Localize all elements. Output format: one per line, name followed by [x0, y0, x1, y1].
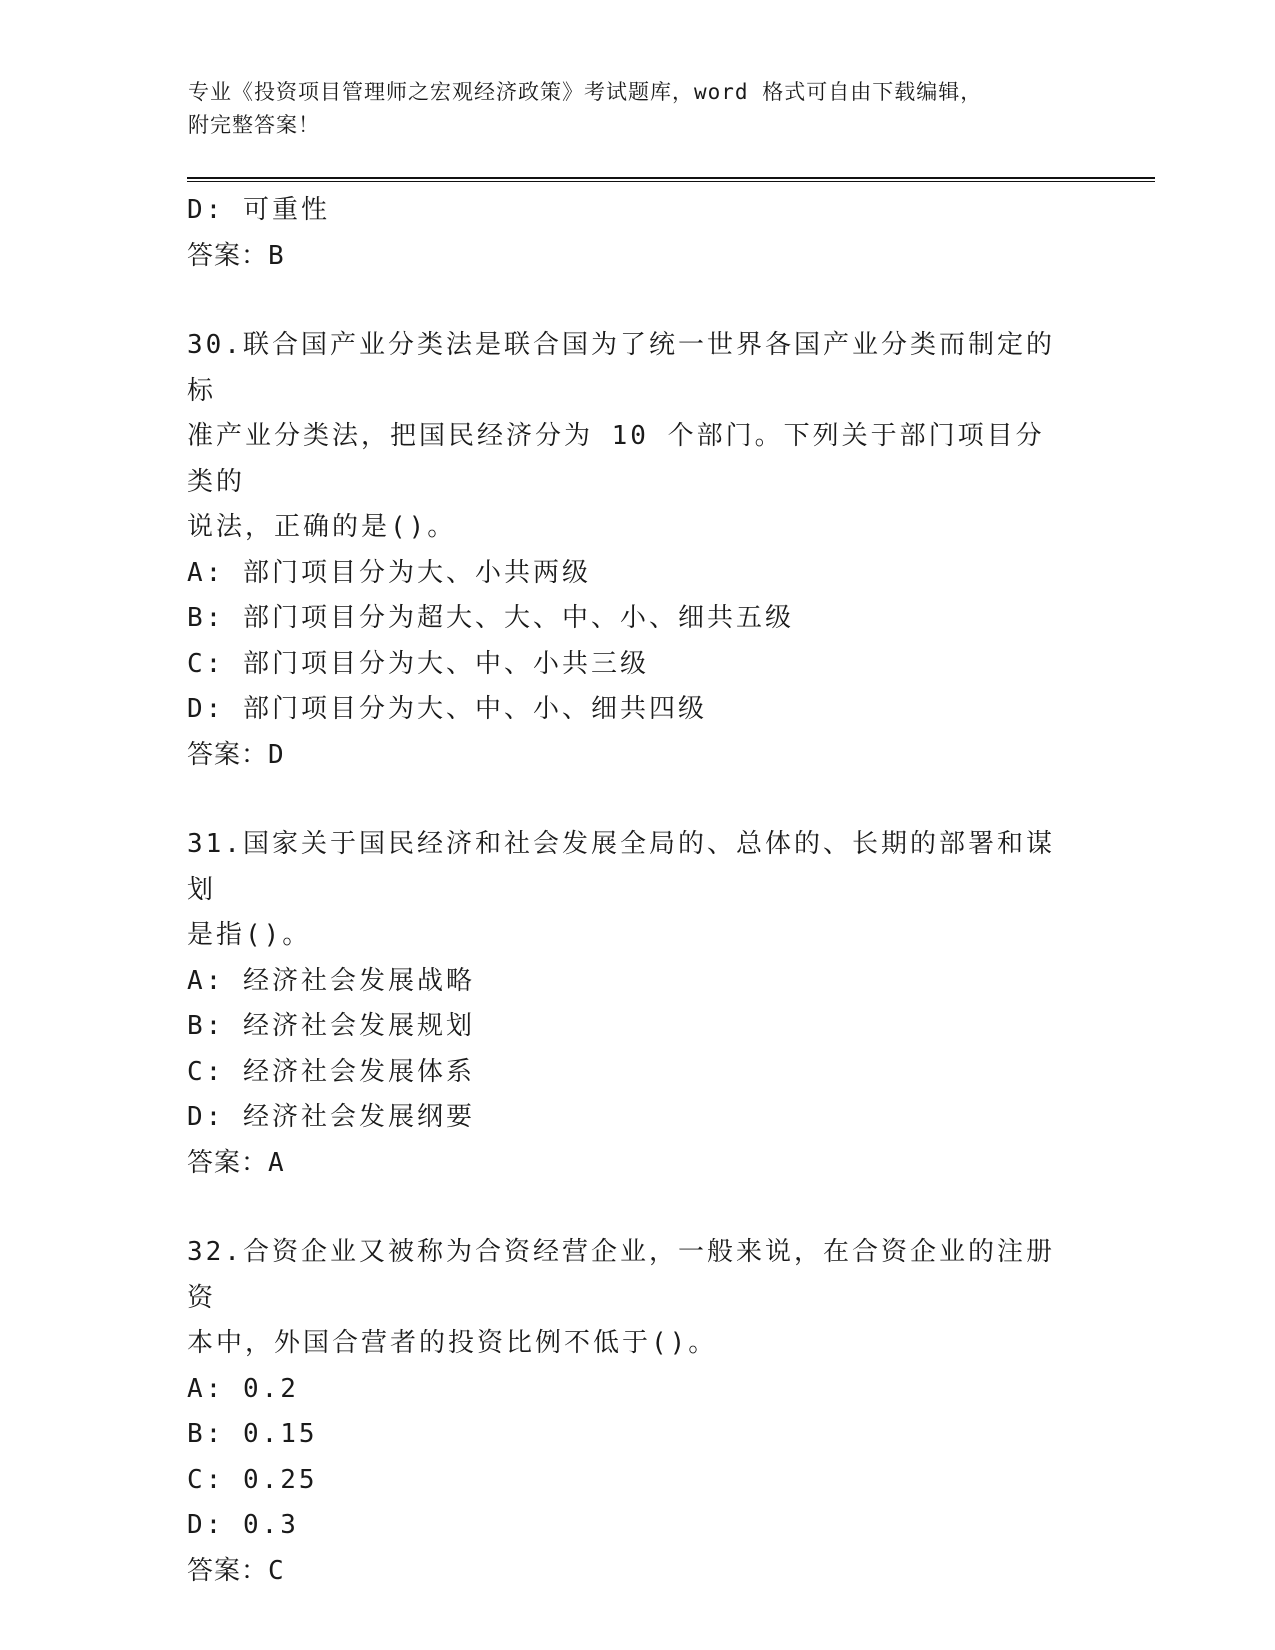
stem-line: 是指()。: [187, 920, 312, 950]
stem-line: 本中，外国合营者的投资比例不低于()。: [187, 1328, 718, 1358]
stem-line: 30.联合国产业分类法是联合国为了统一世界各国产业分类而制定的标: [187, 330, 1055, 406]
stem-line: 准产业分类法，把国民经济分为 10 个部门。下列关于部门项目分类的: [187, 421, 1045, 497]
answer-value: B: [268, 240, 287, 271]
question-31: [187, 822, 1087, 1186]
stem-line: 31.国家关于国民经济和社会发展全局的、总体的、长期的部署和谋划: [187, 829, 1055, 905]
answer-label: 答案：: [187, 739, 269, 770]
option-b: B: 0.15: [187, 1419, 318, 1449]
question-stem: [187, 1230, 1072, 1367]
answer-value: C: [268, 1555, 287, 1586]
answer-value: A: [268, 1147, 287, 1178]
answer-label: 答案：: [187, 1555, 269, 1586]
header-divider: [187, 177, 1155, 182]
answer-value: D: [268, 739, 287, 770]
stem-line: 32.合资企业又被称为合资经营企业，一般来说，在合资企业的注册资: [187, 1237, 1055, 1313]
question-32: [187, 1230, 1087, 1594]
document-header: [188, 76, 1068, 142]
answer: [187, 234, 1087, 280]
answer: [187, 733, 1087, 779]
option-c: C: 部门项目分为大、中、小共三级: [187, 648, 649, 679]
option-b: B: 经济社会发展规划: [187, 1011, 475, 1041]
option-c: C: 0.25: [187, 1464, 318, 1495]
option-d: D: 可重性: [187, 195, 330, 225]
question-stem: [187, 822, 1072, 959]
option-a: A: 经济社会发展战略: [187, 965, 475, 996]
answer-label: 答案：: [187, 240, 269, 271]
question-stem: [187, 323, 1072, 551]
option-a: A: 0.2: [187, 1373, 299, 1404]
question-30: [187, 323, 1087, 778]
answer: [187, 1141, 1087, 1187]
option-c: C: 经济社会发展体系: [187, 1056, 475, 1087]
option-d: D: 部门项目分为大、中、小、细共四级: [187, 694, 707, 724]
previous-question-tail: [187, 188, 1087, 279]
header-line-2: 附完整答案！: [188, 113, 320, 137]
option-d: D: 0.3: [187, 1510, 299, 1540]
option-d: D: 经济社会发展纲要: [187, 1102, 475, 1132]
stem-line: 说法，正确的是()。: [187, 512, 457, 542]
question-content: [187, 188, 1087, 1594]
answer-label: 答案：: [187, 1147, 269, 1178]
header-line-1: 专业《投资项目管理师之宏观经济政策》考试题库，word 格式可自由下载编辑，: [188, 80, 983, 104]
answer: [187, 1549, 1087, 1595]
option-a: A: 部门项目分为大、小共两级: [187, 557, 591, 588]
option-b: B: 部门项目分为超大、大、中、小、细共五级: [187, 603, 794, 633]
